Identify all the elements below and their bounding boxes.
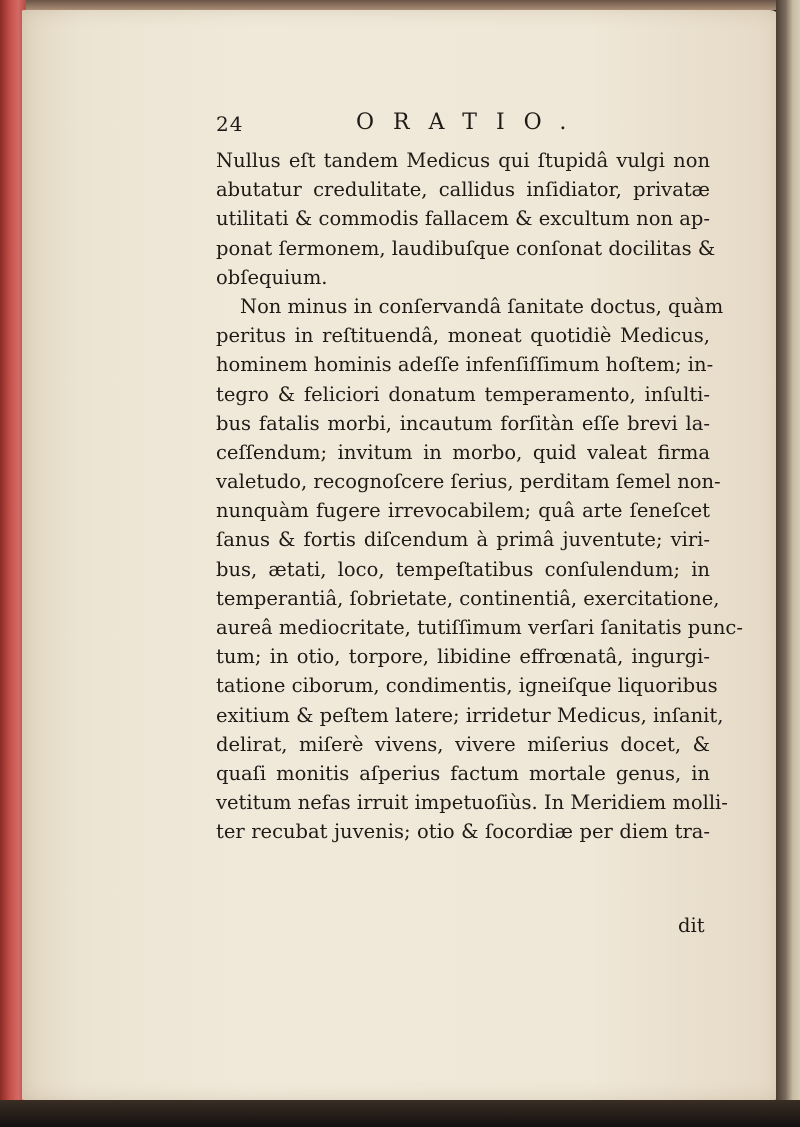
book-top-edge (0, 0, 800, 10)
text-line: tegro & feliciori donatum temperamento, inſulti- (216, 382, 710, 406)
running-head (216, 106, 710, 146)
text-line: abutatur credulitate, callidus inſidiator, privatæ (216, 178, 710, 202)
text-line: ſanus & fortis diſcendum à primâ juventute; viri- (216, 528, 710, 552)
text-line: temperantiâ, ſobrietate, continentiâ, exercitatione, (216, 586, 720, 610)
running-title: ORATIO. (356, 110, 586, 135)
text-line: exitium & peſtem latere; irridetur Medicus, inſanit, (216, 703, 724, 727)
text-line: tum; in otio, torpore, libidine effrœnatâ, ingurgi- (216, 645, 710, 669)
text-line: tatione ciborum, condimentis, igneiſque liquoribus (216, 674, 718, 698)
text-line: hominem hominis adeſſe infenſiſſimum hoſtem; in- (216, 353, 714, 377)
text-line: ponat ſermonem, laudibuſque conſonat docilitas & (216, 236, 716, 260)
text-line: Nullus eſt tandem Medicus qui ſtupidâ vulgi non (216, 149, 710, 172)
catchword: dit (678, 914, 705, 937)
text-line: ceſſendum; invitum in morbo, quid valeat firma (216, 440, 710, 464)
text-line: aureâ mediocritate, tutiſſimum verſari ſanitatis punc- (216, 616, 743, 639)
text-line: ter recubat juvenis; otio & ſocordiæ per diem tra- (216, 820, 710, 844)
text-block (216, 106, 743, 937)
page-number: 24 (216, 112, 244, 136)
text-line: utilitati & commodis fallacem & excultum non ap- (216, 207, 710, 231)
text-line: bus fatalis morbi, incautum forſitàn eſſe brevi la- (216, 411, 710, 435)
book-bottom-edge (0, 1100, 800, 1127)
text-line: peritus in reſtituendâ, moneat quotidiè Medicus, (216, 324, 710, 348)
text-line: delirat, miſerè vivens, vivere miſerius docet, & (216, 732, 710, 756)
text-line: bus, ætati, loco, tempeſtatibus conſulendum; in (216, 557, 710, 581)
text-line: nunquàm fugere irrevocabilem; quâ arte ſeneſcet (216, 499, 710, 523)
book-page-edges-right (776, 0, 800, 1127)
text-line: valetudo, recognoſcere ſerius, perditam ſemel non- (216, 470, 721, 494)
text-line: Non minus in conſervandâ ſanitate doctus, quàm (240, 294, 724, 318)
body-text (216, 146, 743, 847)
text-line: quaſi monitis aſperius factum mortale genus, in (216, 761, 710, 785)
text-line: obſequium. (216, 265, 328, 289)
text-line: vetitum nefas irruit impetuoſiùs. In Meridiem molli- (216, 791, 728, 815)
